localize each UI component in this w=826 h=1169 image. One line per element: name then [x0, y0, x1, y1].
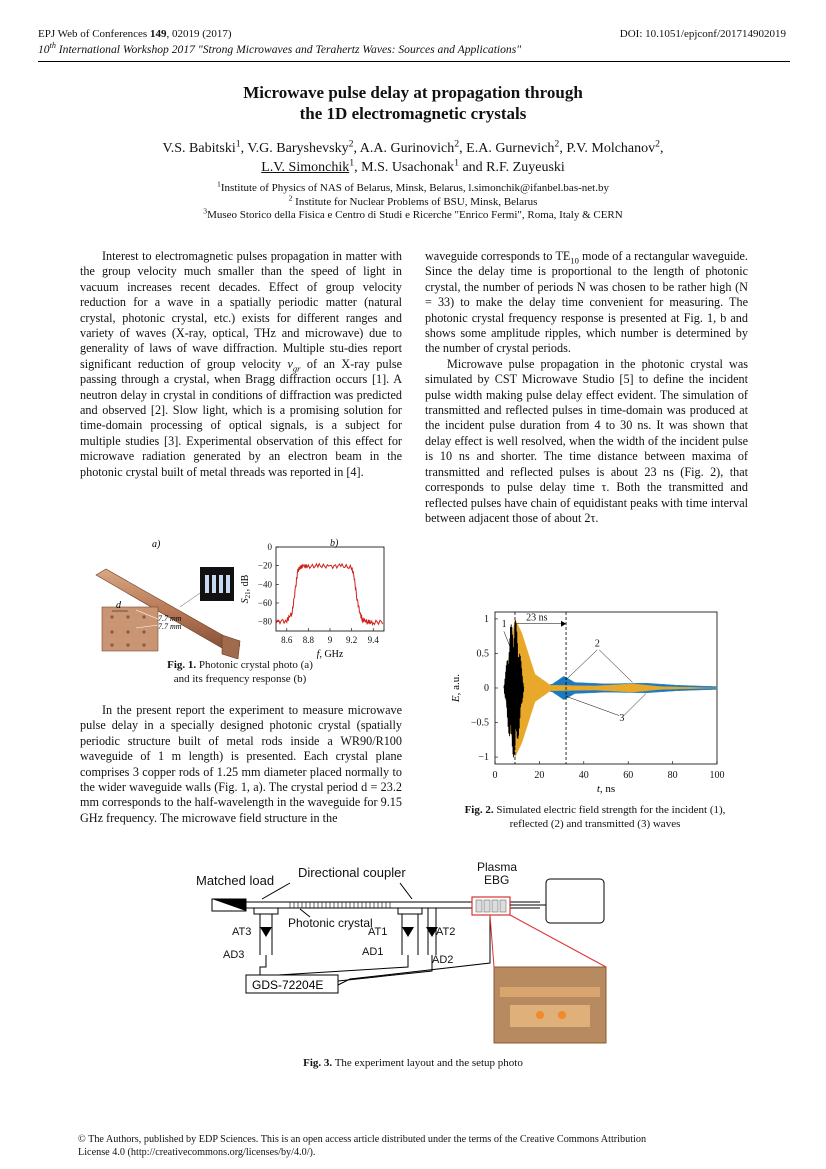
xlabel-symbol: f — [316, 649, 320, 659]
x-tick-label: 0 — [492, 770, 498, 781]
license-line-1: © The Authors, published by EDP Sciences. This is an open access article distributed under the terms of the Creative Commons Attribution — [78, 1134, 647, 1145]
y-tick-label: −1 — [478, 752, 489, 764]
at3-label: AT3 — [232, 926, 252, 938]
y-tick-label: −0.5 — [470, 717, 489, 729]
authors — [0, 139, 826, 177]
delay-annotation: 23 ns — [526, 612, 548, 624]
ylabel-unit: , dB — [240, 574, 251, 592]
xlabel-symbol: t — [596, 783, 600, 795]
author-sup: 1 — [454, 157, 459, 169]
author-sup: 1 — [235, 138, 241, 150]
authors-line-2 — [0, 158, 826, 177]
figure-1 — [88, 535, 408, 670]
at2-label: AT2 — [436, 926, 456, 938]
x-tick-label: 40 — [578, 770, 589, 781]
x-tick-label: 100 — [709, 770, 725, 781]
paper-title — [0, 82, 826, 124]
experiment-layout-diagram — [190, 855, 610, 1050]
workshop-rest: International Workshop 2017 "Strong Microwaves and Terahertz Waves: Sources and Applications" — [55, 43, 522, 56]
author-sup: 1 — [349, 157, 355, 169]
caption-text-2: reflected (2) and transmitted (3) waves — [509, 818, 681, 830]
x-tick-label: 60 — [623, 770, 634, 781]
ylabel-symbol: E — [450, 695, 462, 703]
author: , P.V. Molchanov — [559, 141, 656, 156]
field-strength-plot — [445, 600, 745, 800]
license-footer — [78, 1133, 758, 1159]
affil-sup: 1 — [217, 179, 221, 189]
xlabel-unit: , GHz — [319, 649, 344, 659]
header-rule — [38, 61, 790, 62]
plasma-label: Plasma — [477, 860, 518, 874]
caption-text: Photonic crystal photo (a) — [196, 659, 313, 671]
pulsed-source-box — [546, 879, 604, 923]
left-column-bottom — [80, 703, 402, 826]
authors-line-1 — [0, 139, 826, 158]
x-tick-label: 9 — [327, 635, 333, 645]
pointer-3b — [624, 694, 646, 716]
photonic-crystal-label: Photonic crystal — [288, 916, 373, 930]
workshop-line — [38, 43, 521, 56]
directional-coupler-label: Directional coupler — [298, 865, 406, 880]
ebg-label: EBG — [484, 873, 510, 887]
y-tick-label: 1 — [484, 613, 489, 625]
caption-label: Fig. 1. — [167, 659, 197, 671]
mode-paragraph — [425, 249, 748, 357]
x-tick-label: 80 — [667, 770, 678, 781]
author: , M.S. Usachonak — [354, 160, 455, 175]
workshop-sup: th — [49, 41, 56, 51]
y-axis-label — [240, 574, 252, 603]
simulation-paragraph: Microwave pulse propagation in the photonic crystal was simulated by CST Microwave Studio [5] to define the incident pulse width making pulse delay effect evident. The simulation of transmitted and reflected pulses in time-domain was produced at the incident pulse duration from 4 to 30 ns. It was shown that delay effect is well resolved, when the width of the incident pulse is 10 ns and shorter. The time distance between maxima of transmitted and reflected pulses is about 23 ns (Fig. 2), that corresponds to pulse delay time τ. Both the transmitted and reflected pulses have chain of equidistant peaks with time interval between adjacent those of about 2τ. — [425, 356, 748, 525]
affiliation-3 — [0, 206, 826, 223]
figure-2-caption — [425, 803, 765, 831]
frequency-response-plot — [236, 535, 396, 659]
doi: DOI: 10.1051/epjconf/201714902019 — [619, 28, 786, 40]
oscilloscope-label: GDS-72204E — [252, 978, 324, 992]
dimension-label-2: 7.7 mm — [158, 622, 182, 631]
xlabel-unit: , ns — [599, 783, 616, 795]
ylabel-symbol: S — [240, 598, 251, 604]
author: , A.A. Gurinovich — [353, 141, 455, 156]
author: and R.F. Zuyeuski — [458, 160, 565, 175]
left-column-top — [80, 249, 402, 480]
y-axis-label — [450, 674, 462, 703]
x-tick-label: 8.6 — [281, 635, 293, 645]
author: V.S. Babitski — [162, 141, 236, 156]
caption-text: The experiment layout and the setup photo — [332, 1057, 523, 1069]
ad3-label: AD3 — [223, 949, 245, 961]
series-label-3: 3 — [619, 713, 625, 725]
journal-header — [38, 28, 232, 40]
series-label-2: 2 — [594, 638, 600, 650]
author-sup: 2 — [454, 138, 460, 150]
text-run: waveguide corresponds to TE — [425, 249, 571, 263]
at1-label: AT1 — [368, 926, 388, 938]
text-run: Interest to electromagnetic pulses propagation in matter with the group velocity much smaller than the speed of light in vacuum increases recent decades. Effect of group velocity reduction for a wave in a spatially periodic matter (natural crystal, photonic crystal, etc.) exists for different ranges and variety of waves (X-ray, optical, THz and microwave) due to generality of laws of wave diffraction. Multiple stu-dies report significant reduction of group velocity — [80, 249, 402, 371]
reflected-wave — [501, 619, 717, 757]
affiliation-2 — [0, 192, 826, 210]
te-sub: 10 — [570, 255, 579, 266]
x-tick-label: 20 — [534, 770, 545, 781]
panel-label-a: a) — [152, 539, 161, 550]
photonic-crystal-section — [290, 902, 390, 908]
series-line — [276, 564, 383, 625]
y-tick-label: −80 — [257, 616, 272, 627]
corresponding-author: L.V. Simonchik — [261, 160, 350, 175]
plot-frame — [276, 547, 384, 631]
affil-sup: 3 — [203, 206, 208, 216]
x-axis-label — [597, 783, 615, 795]
photonic-crystal-photo — [88, 535, 258, 659]
ylabel-unit: , a.u. — [450, 673, 462, 696]
author: , V.G. Baryshevsky — [240, 141, 349, 156]
title-line-2: the 1D electromagnetic crystals — [299, 104, 527, 123]
y-tick-label: 0 — [267, 542, 272, 552]
text-run: mode of a rectangular waveguide. Since the delay time is proportional to the length of photonic crystal, the number of periods N was chosen to be rather high (N = 33) to make the delay time convenient for measuring. The photonic crystal frequency response is presented at Fig. 1, b and shows some amplitude ripples, which number is determined by the number of crystal periods. — [425, 249, 748, 356]
caption-text: Simulated electric field strength for the incident (1), — [493, 804, 726, 816]
text-run: of an X-ray pulse passing through a crystal, when Bragg diffraction occurs [1]. A neutron delay in crystal in conditions of diffraction was predicted and observed [2]. Slow light, which is a promising solution for time-domain processing of optical signals, is a subject for multiple studies [3]. Experimental observation of this effect for microwave radiation generated by an electron beam in the photonic crystal built of metal threads was reported in [4]. — [80, 356, 402, 479]
ad2-label: AD2 — [432, 954, 454, 966]
x-tick-label: 9.2 — [345, 635, 358, 645]
workshop-num: 10 — [38, 43, 50, 56]
figure-3-caption — [0, 1056, 826, 1070]
y-tick-label: −20 — [257, 560, 272, 571]
crystal-section — [102, 607, 158, 651]
dimension-label-1: 7.7 mm — [158, 614, 182, 623]
pointer-3a — [566, 696, 619, 715]
series-label-1: 1 — [501, 619, 507, 631]
experiment-paragraph: In the present report the experiment to measure microwave pulse delay in a specially designed photonic crystal (spatially periodic structure built of metal rods inside a WR90/R100 waveguide of 1 m length) is presented. Each crystal plane comprises 3 copper rods of 1.25 mm diameter placed normally to the wider waveguide walls (Fig. 1, a). The crystal period d = 23.2 mm corresponds to the half-wavelength in the waveguide for 9.15 GHz frequency. The microwave field structure in the — [80, 703, 402, 825]
author-sup: 2 — [655, 138, 661, 150]
symbol-v: v — [287, 356, 293, 371]
right-column — [425, 249, 748, 526]
intro-paragraph — [80, 249, 402, 480]
journal-volume: 149 — [149, 28, 167, 40]
affil-text: Institute for Nuclear Problems of BSU, Minsk, Belarus — [292, 195, 538, 208]
matched-load-label: Matched load — [196, 873, 275, 888]
title-line-1: Microwave pulse delay at propagation through — [243, 83, 583, 102]
y-tick-label: 0.5 — [476, 648, 489, 660]
ad1-label: AD1 — [362, 946, 384, 958]
affil-text: Museo Storico della Fisica e Centro di Studi e Ricerche "Enrico Fermi", Roma, Italy & CERN — [207, 209, 623, 221]
delay-arrow-head — [561, 621, 566, 627]
affiliation-1 — [0, 179, 826, 196]
author-sup: 2 — [348, 138, 354, 150]
caption-label: Fig. 2. — [464, 804, 494, 816]
x-tick-label: 8.8 — [302, 635, 315, 645]
author-sup: 2 — [554, 138, 560, 150]
figure-1-caption — [80, 658, 400, 686]
author: , E.A. Gurnevich — [459, 141, 555, 156]
y-tick-label: −40 — [257, 579, 272, 590]
article-number: , 02019 (2017) — [166, 28, 232, 40]
caption-label: Fig. 3. — [303, 1057, 333, 1069]
panel-label-b: b) — [330, 538, 339, 549]
pointer-2b — [599, 650, 632, 682]
pointer-2a — [566, 650, 597, 680]
ylabel-sub: 21 — [244, 591, 252, 599]
journal-name: EPJ Web of Conferences — [38, 28, 150, 40]
period-label: d — [116, 600, 121, 611]
affil-sup: 2 — [288, 192, 293, 202]
y-tick-label: 0 — [484, 683, 489, 694]
caption-text-2: and its frequency response (b) — [173, 673, 307, 685]
symbol-gr: gr — [292, 363, 301, 374]
y-tick-label: −60 — [257, 598, 272, 608]
affil-text: Institute of Physics of NAS of Belarus, Minsk, Belarus, l.simonchik@ifanbel.bas-net.by — [220, 182, 609, 194]
author-separator: , — [660, 141, 664, 156]
affiliations — [0, 179, 826, 223]
x-tick-label: 9.4 — [367, 635, 379, 645]
license-line-2: License 4.0 (http://creativecommons.org/licenses/by/4.0/). — [78, 1147, 316, 1158]
